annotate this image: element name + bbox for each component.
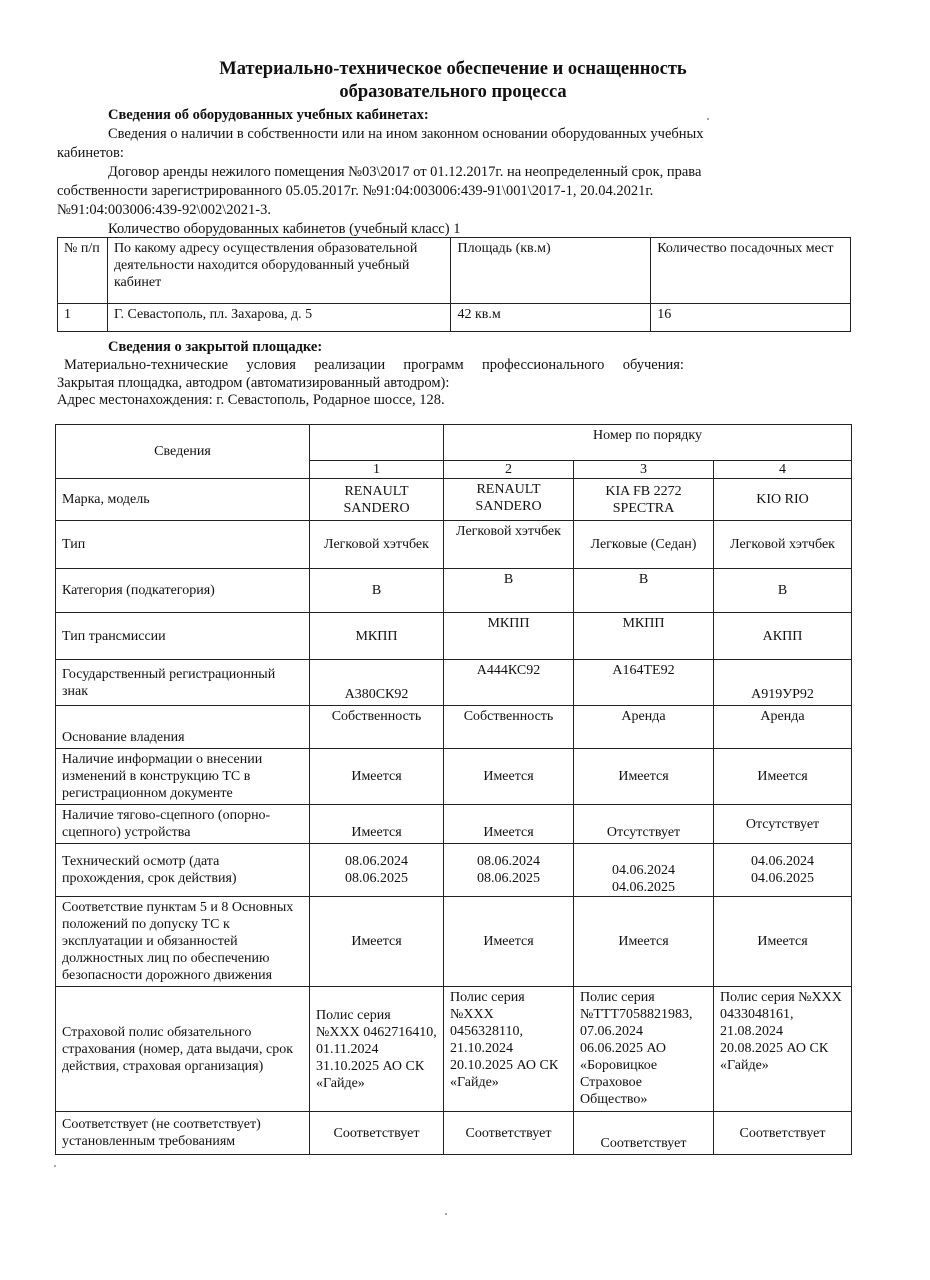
table-row [56,1112,852,1155]
table-row [56,805,852,844]
row-label: Технический осмотр (дата прохождения, срок действия) [56,844,310,897]
table-row [56,706,852,749]
table-header-row [56,425,852,461]
table-row [56,569,852,613]
document-title [0,58,906,104]
row-label: Соответствует (не соответствует) установленным требованиям [56,1112,310,1155]
word: профессионального [482,357,605,373]
table-row [56,521,852,569]
title-line-1: Материально-техническое обеспечение и оснащенность [219,59,687,79]
table-row [56,844,852,897]
table-row [58,304,851,332]
header-cell: Площадь (кв.м) [451,238,651,304]
table-cell: Аренда [574,706,714,749]
table-cell: Имеется [310,749,444,805]
row-label: Марка, модель [56,479,310,521]
number-cell: 3 [574,461,714,479]
word: программ [403,357,464,373]
table-row [56,613,852,660]
table-cell: Имеется [444,805,574,844]
table-cell: 04.06.2024 04.06.2025 [714,844,852,897]
scan-speck [707,118,709,120]
table-cell: 1 [58,304,108,332]
table-cell: Имеется [310,805,444,844]
site-address: Адрес местонахождения: г. Севастополь, Родарное шоссе, 128. [57,392,445,408]
paragraph-line: №91:04:003006:439-92\002\2021-3. [57,202,272,218]
table-cell: Легковой хэтчбек [714,521,852,569]
table-cell: А380СК92 [310,660,444,706]
row-label: Соответствие пунктам 5 и 8 Основных положений по допуску ТС к эксплуатации и обязанностей должностных лиц по обеспечению безопасности дорожного движения [56,897,310,987]
row-label: Наличие информации о внесении изменений в конструкцию ТС в регистрационном документе [56,749,310,805]
paragraph-line: Договор аренды нежилого помещения №03\2017 от 01.12.2017г. на неопределенный срок, права [108,164,702,180]
table-cell: Полис серия №ТТТ7058821983, 07.06.2024 06.06.2025 АО «Боровицкое Страховое Общество» [574,987,714,1112]
scan-speck [54,1165,56,1167]
table-row [56,660,852,706]
table-cell: МКПП [444,613,574,660]
table-cell: Легковой хэтчбек [310,521,444,569]
site-type: Закрытая площадка, автодром (автоматизированный автодром): [57,375,450,391]
row-label: Тип трансмиссии [56,613,310,660]
classrooms-table [57,237,851,332]
table-cell: KIO RIO [714,479,852,521]
scan-speck [445,1213,447,1215]
table-row [56,479,852,521]
table-cell: B [714,569,852,613]
row-label: Наличие тягово-сцепного (опорно-сцепного) устройства [56,805,310,844]
word: условия [246,357,296,373]
table-cell: МКПП [310,613,444,660]
number-cell: 2 [444,461,574,479]
row-label: Категория (подкатегория) [56,569,310,613]
table-cell: А919УР92 [714,660,852,706]
table-header-row [58,238,851,304]
table-cell: Имеется [574,897,714,987]
table-cell: МКПП [574,613,714,660]
paragraph-line: кабинетов: [57,145,124,161]
table-cell: Имеется [574,749,714,805]
blank-cell [310,425,444,461]
table-cell: Отсутствует [574,805,714,844]
table-cell: Аренда [714,706,852,749]
table-cell: Имеется [444,897,574,987]
title-line-2: образовательного процесса [339,82,567,102]
section-heading-site: Сведения о закрытой площадке: [108,339,323,355]
column-label-cell: Сведения [56,425,310,479]
table-cell: Полис серия №XXX 0462716410, 01.11.2024 31.10.2025 АО СК «Гайде» [310,987,444,1112]
table-cell: Легковой хэтчбек [444,521,574,569]
table-cell: Соответствует [714,1112,852,1155]
table-cell: Соответствует [310,1112,444,1155]
table-cell: B [574,569,714,613]
word: обучения: [622,357,684,373]
table-cell: А444КС92 [444,660,574,706]
table-row [56,987,852,1112]
row-label: Основание владения [56,706,310,749]
number-cell: 4 [714,461,852,479]
table-cell: АКПП [714,613,852,660]
table-cell: Соответствует [444,1112,574,1155]
number-cell: 1 [310,461,444,479]
table-row [56,897,852,987]
table-cell: 42 кв.м [451,304,651,332]
table-row [56,749,852,805]
classroom-count: Количество оборудованных кабинетов (учебный класс) 1 [108,221,461,237]
table-cell: А164ТЕ92 [574,660,714,706]
header-cell: По какому адресу осуществления образовательной деятельности находится оборудованный учебный кабинет [107,238,451,304]
table-cell: 08.06.2024 08.06.2025 [310,844,444,897]
word: Материально-технические [64,357,229,373]
paragraph-line: Сведения о наличии в собственности или на ином законном основании оборудованных учебных [108,126,704,142]
table-cell: Имеется [310,897,444,987]
table-cell: Собственность [444,706,574,749]
table-cell: Легковые (Седан) [574,521,714,569]
table-cell: Полис серия №XXX 0433048161, 21.08.2024 20.08.2025 АО СК «Гайде» [714,987,852,1112]
table-cell: RENAULT SANDERO [310,479,444,521]
vehicles-table [55,424,852,1155]
header-cell: Количество посадочных мест [651,238,851,304]
table-cell: Г. Севастополь, пл. Захарова, д. 5 [107,304,451,332]
table-cell: Имеется [714,897,852,987]
row-label: Страховой полис обязательного страхования (номер, дата выдачи, срок действия, страховая организация) [56,987,310,1112]
row-label: Государственный регистрационный знак [56,660,310,706]
table-cell: 16 [651,304,851,332]
group-header-cell: Номер по порядку [444,425,852,461]
table-cell: KIA FB 2272 SPECTRA [574,479,714,521]
table-cell: B [444,569,574,613]
section-heading-classrooms: Сведения об оборудованных учебных кабинетах: [108,107,429,123]
paragraph-line: собственности зарегистрированного 05.05.2017г. №91:04:003006:439-91\001\2017-1, 20.04.2021г. [57,183,654,199]
table-cell: RENAULT SANDERO [444,479,574,521]
table-cell: Собственность [310,706,444,749]
table-cell: Имеется [444,749,574,805]
table-cell: Отсутствует [714,805,852,844]
table-cell: Полис серия №XXX 0456328110, 21.10.2024 20.10.2025 АО СК «Гайде» [444,987,574,1112]
row-label: Тип [56,521,310,569]
table-cell: B [310,569,444,613]
table-cell: Имеется [714,749,852,805]
header-cell: № п/п [58,238,108,304]
justified-line [64,356,684,374]
word: реализации [314,357,386,373]
table-cell: Соответствует [574,1112,714,1155]
table-cell: 04.06.2024 04.06.2025 [574,844,714,897]
table-cell: 08.06.2024 08.06.2025 [444,844,574,897]
